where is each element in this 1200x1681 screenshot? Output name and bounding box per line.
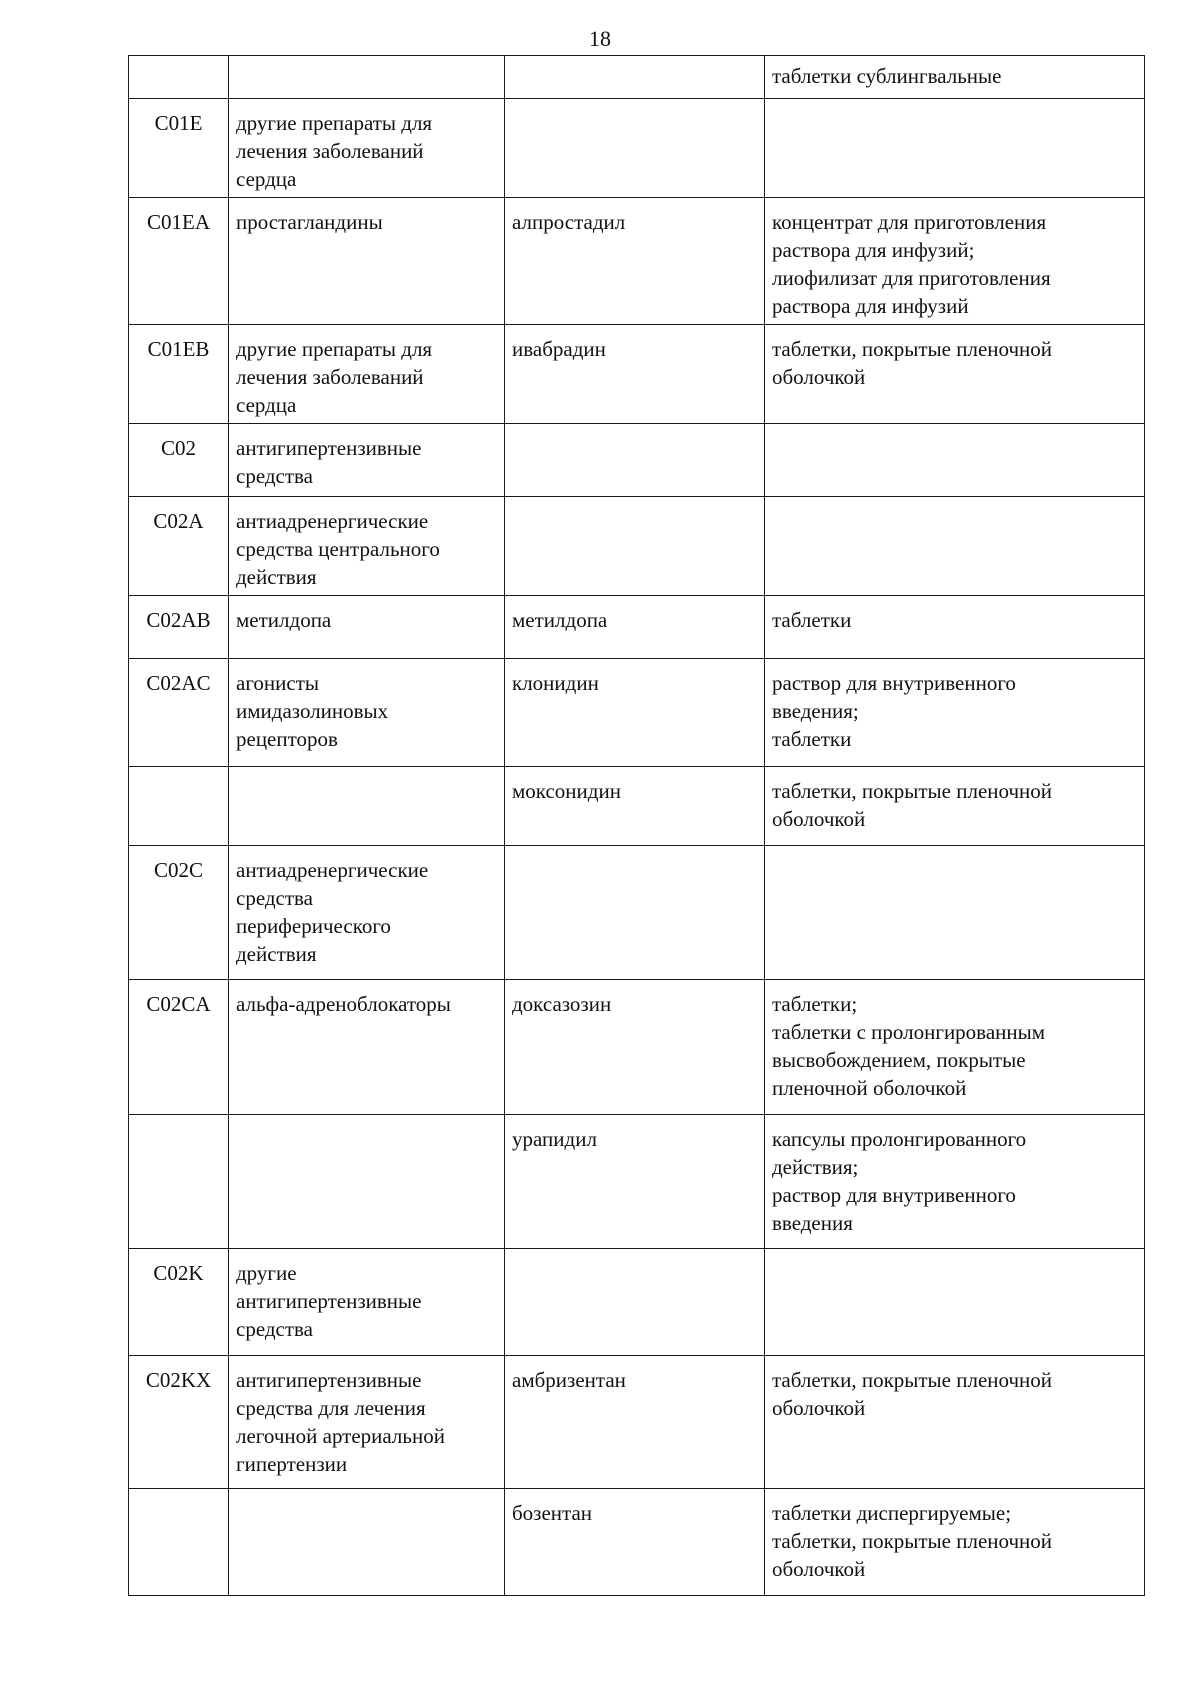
table-row (129, 1489, 1145, 1596)
pharmacological-group-cell: антигипертензивные средства (229, 424, 505, 497)
table-row (129, 497, 1145, 596)
table-row (129, 596, 1145, 659)
atc-code-cell: C02A (129, 497, 229, 596)
atc-code-cell (129, 1115, 229, 1249)
table-row (129, 99, 1145, 198)
dosage-form-cell: таблетки, покрытые пленочной оболочкой (765, 1356, 1145, 1489)
dosage-form-cell: таблетки; таблетки с пролонгированным высвобождением, покрытые пленочной оболочкой (765, 980, 1145, 1115)
dosage-form-cell (765, 1249, 1145, 1356)
drug-name-cell: моксонидин (505, 767, 765, 846)
atc-code-cell: C01E (129, 99, 229, 198)
pharmacological-group-cell: другие антигипертензивные средства (229, 1249, 505, 1356)
dosage-form-cell (765, 424, 1145, 497)
drug-name-cell: алпростадил (505, 198, 765, 325)
drug-name-cell: доксазозин (505, 980, 765, 1115)
dosage-form-cell: таблетки (765, 596, 1145, 659)
pharmacological-group-cell: агонисты имидазолиновых рецепторов (229, 659, 505, 767)
atc-code-cell (129, 56, 229, 99)
dosage-form-cell (765, 99, 1145, 198)
drug-name-cell (505, 497, 765, 596)
pharmacological-group-cell (229, 767, 505, 846)
drug-name-cell: клонидин (505, 659, 765, 767)
table-row (129, 325, 1145, 424)
table-row (129, 1115, 1145, 1249)
table-row (129, 1356, 1145, 1489)
drug-name-cell (505, 1249, 765, 1356)
table-row (129, 198, 1145, 325)
drug-name-cell: амбризентан (505, 1356, 765, 1489)
atc-code-cell (129, 1489, 229, 1596)
pharmacological-group-cell: антиадренергические средства центрального действия (229, 497, 505, 596)
atc-code-cell: C02AB (129, 596, 229, 659)
atc-code-cell: C02AC (129, 659, 229, 767)
atc-code-cell (129, 767, 229, 846)
pharmacological-group-cell: антигипертензивные средства для лечения легочной артериальной гипертензии (229, 1356, 505, 1489)
atc-code-cell: C01EA (129, 198, 229, 325)
dosage-form-cell: таблетки сублингвальные (765, 56, 1145, 99)
drug-name-cell: урапидил (505, 1115, 765, 1249)
drug-name-cell: бозентан (505, 1489, 765, 1596)
table-row (129, 980, 1145, 1115)
pharmacological-group-cell: альфа-адреноблокаторы (229, 980, 505, 1115)
dosage-form-cell: таблетки, покрытые пленочной оболочкой (765, 767, 1145, 846)
table-row (129, 767, 1145, 846)
pharmacological-group-cell (229, 56, 505, 99)
dosage-form-cell (765, 846, 1145, 980)
atc-code-cell: C02 (129, 424, 229, 497)
drug-classification-table (128, 55, 1145, 1596)
page-number: 18 (589, 26, 611, 51)
drug-name-cell (505, 56, 765, 99)
table-row (129, 846, 1145, 980)
dosage-form-cell: таблетки диспергируемые; таблетки, покрытые пленочной оболочкой (765, 1489, 1145, 1596)
dosage-form-cell (765, 497, 1145, 596)
atc-code-cell: C01EB (129, 325, 229, 424)
pharmacological-group-cell (229, 1489, 505, 1596)
table-row (129, 1249, 1145, 1356)
pharmacological-group-cell (229, 1115, 505, 1249)
table-row (129, 659, 1145, 767)
dosage-form-cell: концентрат для приготовления раствора для инфузий; лиофилизат для приготовления раствора для инфузий (765, 198, 1145, 325)
pharmacological-group-cell: простагландины (229, 198, 505, 325)
dosage-form-cell: капсулы пролонгированного действия; раствор для внутривенного введения (765, 1115, 1145, 1249)
drug-name-cell: метилдопа (505, 596, 765, 659)
drug-name-cell (505, 99, 765, 198)
pharmacological-group-cell: другие препараты для лечения заболеваний сердца (229, 99, 505, 198)
table-row (129, 56, 1145, 99)
pharmacological-group-cell: антиадренергические средства периферического действия (229, 846, 505, 980)
atc-code-cell: C02K (129, 1249, 229, 1356)
pharmacological-group-cell: метилдопа (229, 596, 505, 659)
drug-name-cell (505, 846, 765, 980)
drug-name-cell: ивабрадин (505, 325, 765, 424)
drug-name-cell (505, 424, 765, 497)
atc-code-cell: C02CA (129, 980, 229, 1115)
atc-code-cell: C02KX (129, 1356, 229, 1489)
atc-code-cell: C02C (129, 846, 229, 980)
dosage-form-cell: раствор для внутривенного введения; таблетки (765, 659, 1145, 767)
table-row (129, 424, 1145, 497)
dosage-form-cell: таблетки, покрытые пленочной оболочкой (765, 325, 1145, 424)
pharmacological-group-cell: другие препараты для лечения заболеваний сердца (229, 325, 505, 424)
